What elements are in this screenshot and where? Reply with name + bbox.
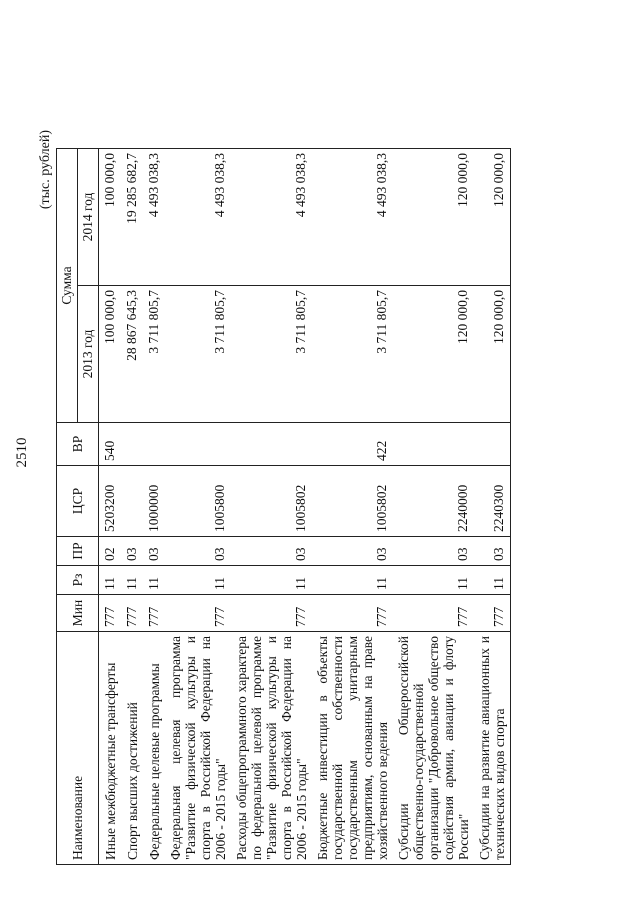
- row-pr: 03: [165, 537, 231, 566]
- row-csr: 1005802: [231, 466, 312, 537]
- table-row: [312, 149, 393, 865]
- row-name: Спорт высших достижений: [121, 632, 143, 865]
- row-name: Федеральные целевые программы: [143, 632, 165, 865]
- row-min: 777: [393, 595, 474, 632]
- row-pr: 03: [312, 537, 393, 566]
- row-rz: 11: [99, 566, 122, 595]
- row-vr: [393, 423, 474, 466]
- row-min: 777: [99, 595, 122, 632]
- page-number: 2510: [14, 437, 30, 468]
- row-name: Иные межбюджетные трансферты: [99, 632, 122, 865]
- table-body: [99, 149, 511, 865]
- budget-table: [56, 148, 511, 865]
- row-sum-2014: 19 285 682,7: [121, 149, 143, 286]
- table-row: [393, 149, 474, 865]
- row-name: Расходы общепрограммного характера по федеральной целевой программе "Развитие физической культуры и спорта в Российской Федерации на 2006 - 2015 годы": [231, 632, 312, 865]
- row-sum-2014: 4 493 038,3: [231, 149, 312, 286]
- row-sum-2013: 28 867 645,3: [121, 286, 143, 423]
- header-sum: Сумма: [57, 149, 78, 423]
- row-min: 777: [231, 595, 312, 632]
- row-pr: 03: [143, 537, 165, 566]
- row-name: Федеральная целевая программа "Развитие физической культуры и спорта в Российской Федерации на 2006 - 2015 годы": [165, 632, 231, 865]
- row-sum-2013: 3 711 805,7: [312, 286, 393, 423]
- row-sum-2014: 4 493 038,3: [312, 149, 393, 286]
- row-sum-2013: 120 000,0: [474, 286, 511, 423]
- row-csr: 1000000: [143, 466, 165, 537]
- row-pr: 03: [231, 537, 312, 566]
- row-csr: 5203200: [99, 466, 122, 537]
- table-header-row: [57, 149, 78, 865]
- row-sum-2013: 120 000,0: [393, 286, 474, 423]
- row-sum-2014: 120 000,0: [474, 149, 511, 286]
- row-pr: 02: [99, 537, 122, 566]
- row-min: 777: [312, 595, 393, 632]
- row-rz: 11: [312, 566, 393, 595]
- header-name: Наименование: [57, 632, 99, 865]
- row-csr: 2240000: [393, 466, 474, 537]
- row-min: 777: [474, 595, 511, 632]
- row-rz: 11: [165, 566, 231, 595]
- row-csr: 2240300: [474, 466, 511, 537]
- row-sum-2013: 3 711 805,7: [165, 286, 231, 423]
- row-name: Субсидии Общероссийской общественно-государственной организации "Добровольное общество содействия армии, авиации и флоту России": [393, 632, 474, 865]
- table-row: [143, 149, 165, 865]
- row-rz: 11: [393, 566, 474, 595]
- row-vr: [143, 423, 165, 466]
- table-row: [474, 149, 511, 865]
- row-sum-2013: 100 000,0: [99, 286, 122, 423]
- header-2014: 2014 год: [78, 149, 99, 286]
- row-name: Бюджетные инвестиции в объекты государственной собственности государственным унитарным предприятиям, основанным на праве хозяйственного ведения: [312, 632, 393, 865]
- table-row: [121, 149, 143, 865]
- row-csr: 1005802: [312, 466, 393, 537]
- row-vr: 422: [312, 423, 393, 466]
- row-sum-2014: 100 000,0: [99, 149, 122, 286]
- row-min: 777: [143, 595, 165, 632]
- units-label: (тыс. рублей): [38, 130, 53, 210]
- header-2013: 2013 год: [78, 286, 99, 423]
- row-csr: [121, 466, 143, 537]
- table-row: [165, 149, 231, 865]
- table-row: [231, 149, 312, 865]
- row-name: Субсидии на развитие авиационных и технических видов спорта: [474, 632, 511, 865]
- row-rz: 11: [121, 566, 143, 595]
- row-min: 777: [121, 595, 143, 632]
- row-rz: 11: [474, 566, 511, 595]
- row-sum-2014: 120 000,0: [393, 149, 474, 286]
- row-pr: 03: [393, 537, 474, 566]
- row-vr: 540: [99, 423, 122, 466]
- row-sum-2014: 4 493 038,3: [165, 149, 231, 286]
- header-vr: ВР: [57, 423, 99, 466]
- row-sum-2013: 3 711 805,7: [143, 286, 165, 423]
- row-sum-2014: 4 493 038,3: [143, 149, 165, 286]
- row-pr: 03: [121, 537, 143, 566]
- row-vr: [165, 423, 231, 466]
- row-rz: 11: [143, 566, 165, 595]
- header-pr: ПР: [57, 537, 99, 566]
- header-rz: Рз: [57, 566, 99, 595]
- row-vr: [121, 423, 143, 466]
- table-row: [99, 149, 122, 865]
- row-vr: [231, 423, 312, 466]
- row-sum-2013: 3 711 805,7: [231, 286, 312, 423]
- row-rz: 11: [231, 566, 312, 595]
- row-vr: [474, 423, 511, 466]
- row-csr: 1005800: [165, 466, 231, 537]
- row-min: 777: [165, 595, 231, 632]
- header-csr: ЦСР: [57, 466, 99, 537]
- header-min: Мин: [57, 595, 99, 632]
- row-pr: 03: [474, 537, 511, 566]
